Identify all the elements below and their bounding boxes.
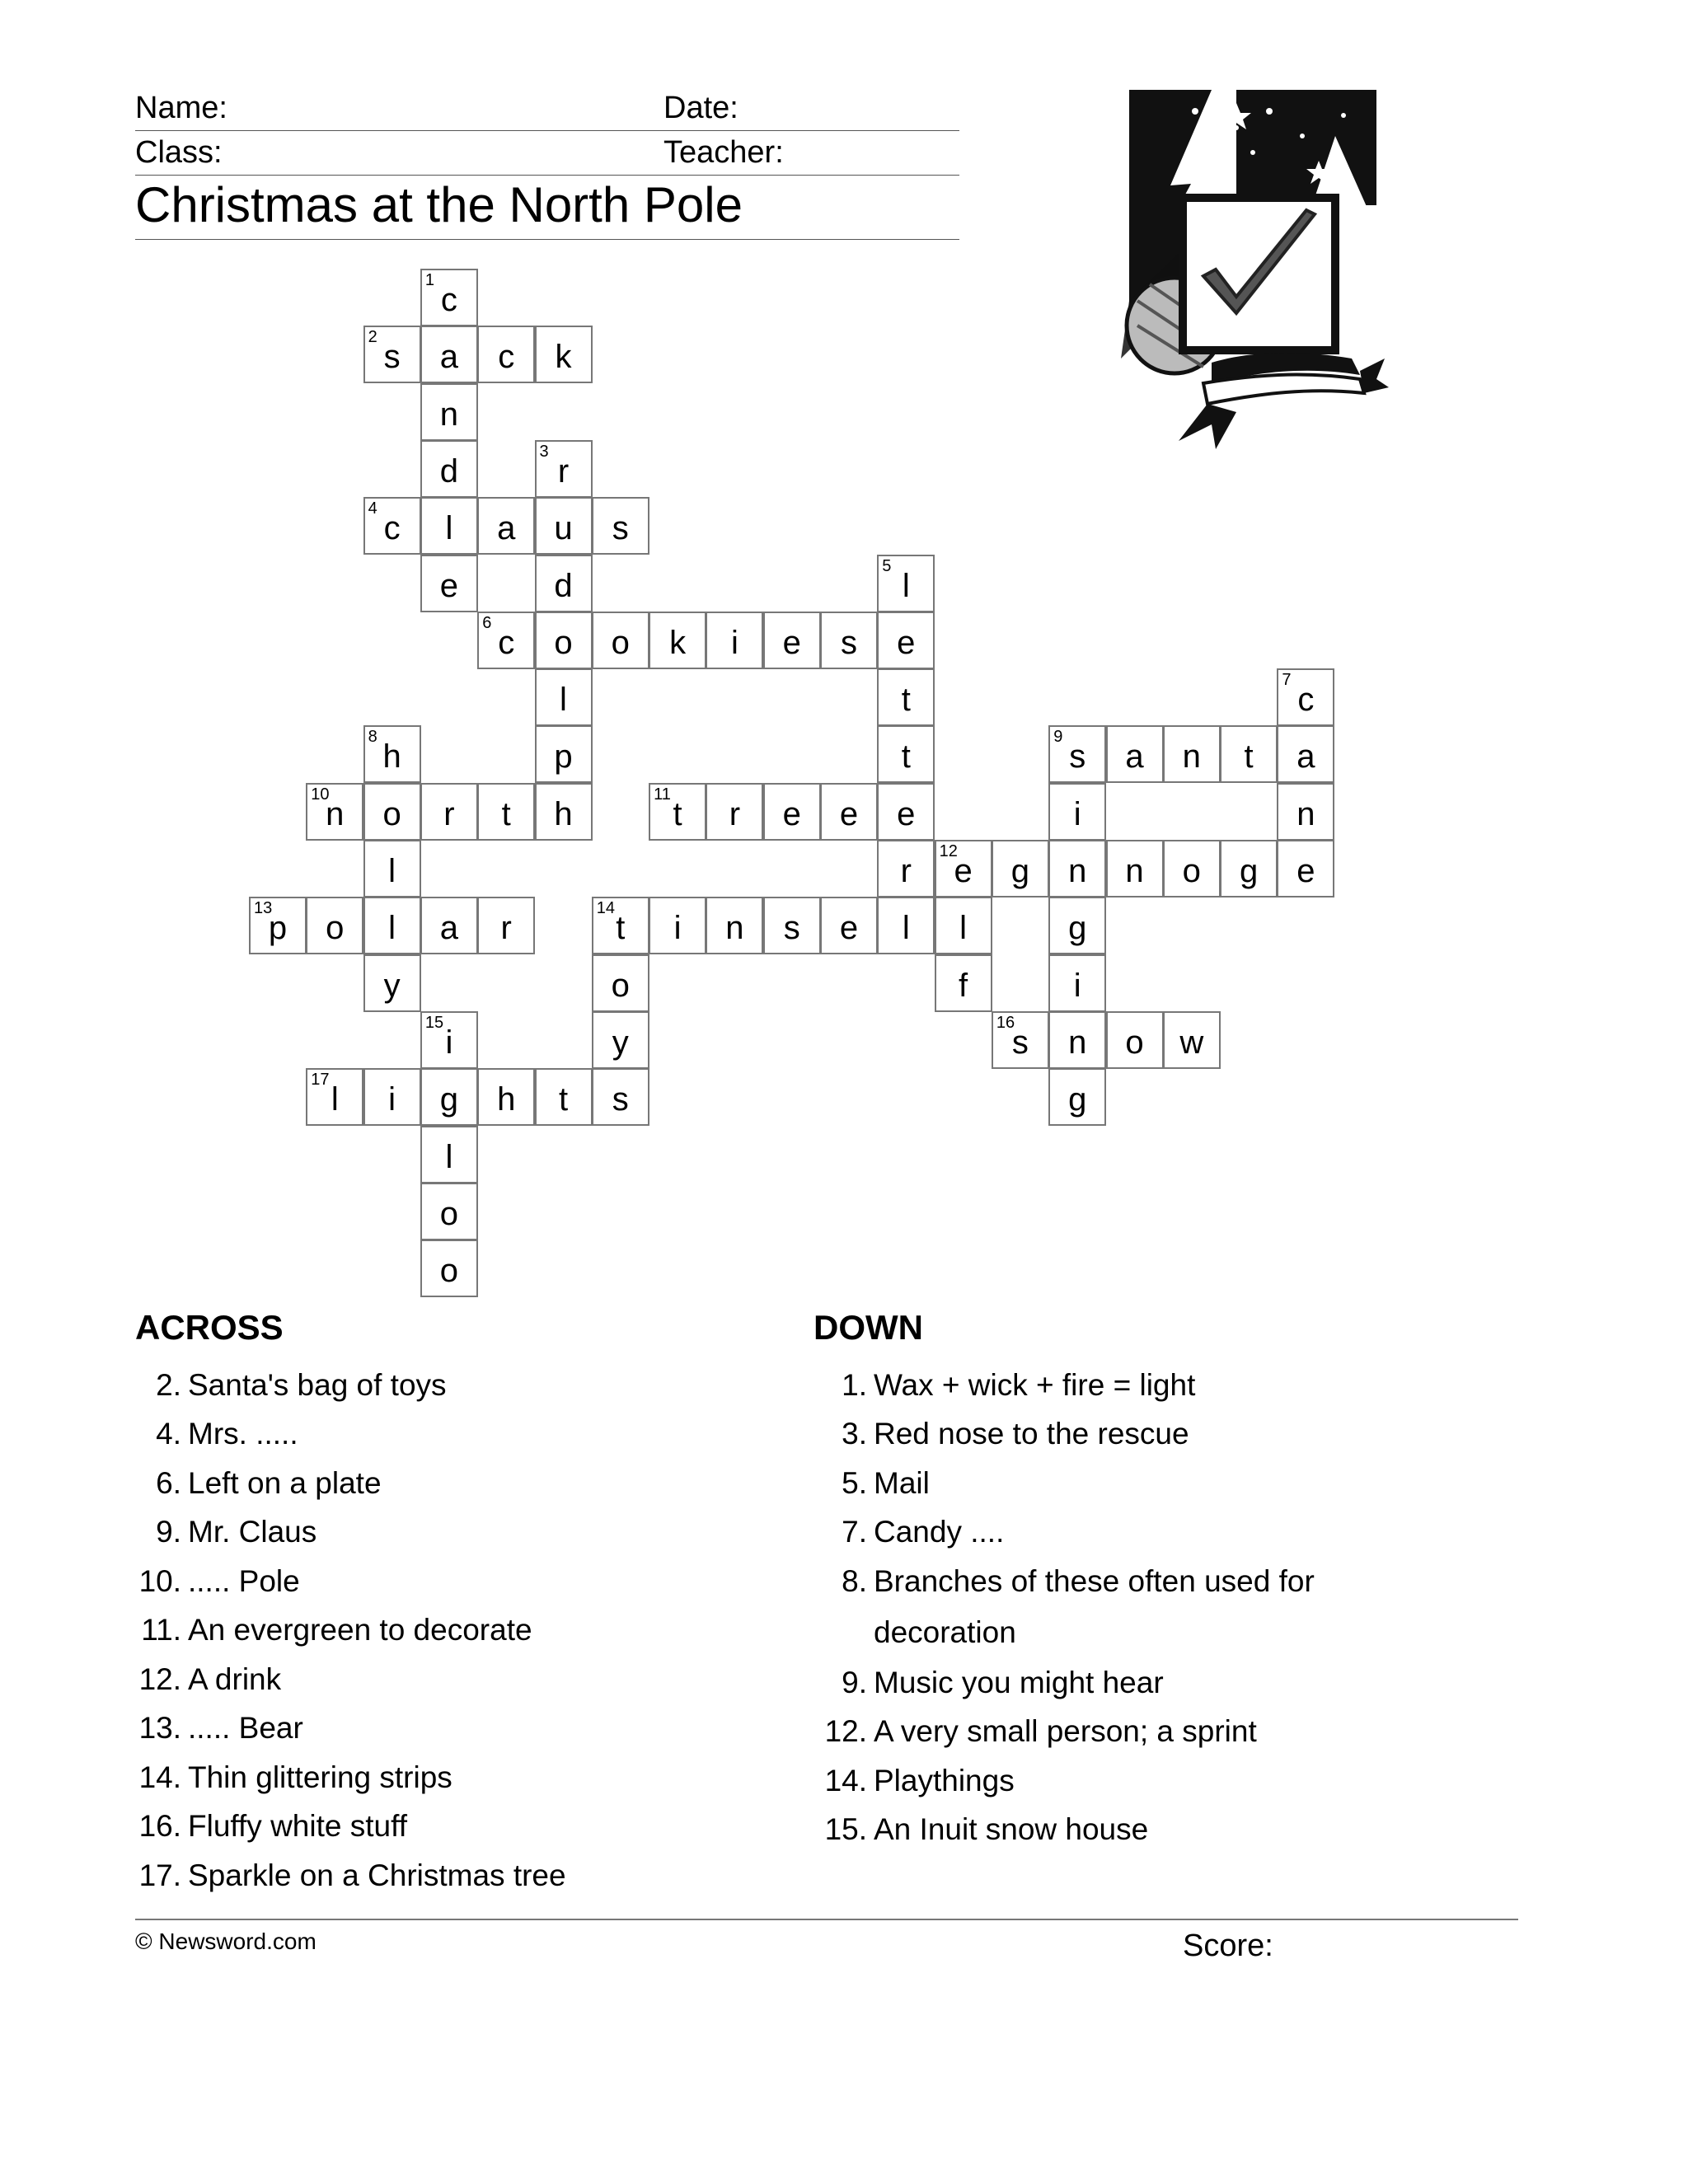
grid-cell-r11-c11[interactable]: [877, 897, 935, 954]
clue-down-3: 3. Red nose to the rescue: [842, 1417, 1189, 1451]
grid-cell-r6-c7[interactable]: [649, 612, 706, 669]
grid-cell-r2-c3[interactable]: [420, 383, 478, 441]
grid-cell-r4-c3[interactable]: [420, 497, 478, 555]
clue-down-7: 7. Candy ....: [842, 1515, 1005, 1549]
grid-cell-r5-c3[interactable]: [420, 555, 478, 612]
grid-cell-r11-c2[interactable]: [363, 897, 421, 954]
grid-cell-r14-c4[interactable]: [477, 1068, 535, 1126]
grid-cell-r9-c14[interactable]: [1048, 783, 1106, 841]
grid-cell-r4-c5[interactable]: [535, 497, 593, 555]
clue-number: 9: [1053, 728, 1063, 747]
cell-letter: g: [439, 1081, 459, 1118]
clue-across-12: 12. A drink: [138, 1662, 282, 1696]
grid-cell-r9-c4[interactable]: [477, 783, 535, 841]
cell-letter: i: [730, 624, 738, 661]
grid-cell-r11-c6[interactable]: [592, 897, 649, 954]
cell-letter: l: [331, 1081, 339, 1118]
clue-across-10: 10. ..... Pole: [138, 1564, 300, 1598]
grid-cell-r13-c16[interactable]: [1163, 1011, 1221, 1069]
cell-letter: d: [439, 452, 459, 490]
clue-number: 4: [368, 499, 377, 518]
cell-letter: n: [1296, 795, 1315, 832]
grid-cell-r13-c3[interactable]: [420, 1011, 478, 1069]
grid-cell-r10-c16[interactable]: [1163, 840, 1221, 898]
footer-divider: [135, 1919, 1518, 1920]
grid-cell-r10-c2[interactable]: [363, 840, 421, 898]
grid-cell-r9-c18[interactable]: [1277, 783, 1334, 841]
clue-across-14: 14. Thin glittering strips: [138, 1760, 452, 1794]
grid-cell-r10-c17[interactable]: [1220, 840, 1278, 898]
grid-cell-r6-c9[interactable]: [763, 612, 821, 669]
grid-cell-r14-c3[interactable]: [420, 1068, 478, 1126]
clue-across-2: 2. Santa's bag of toys: [156, 1368, 447, 1402]
cell-letter: h: [497, 1081, 516, 1118]
cell-letter: e: [782, 624, 801, 661]
cell-letter: h: [554, 795, 573, 832]
clue-number: 13: [254, 899, 273, 918]
cell-letter: n: [326, 795, 345, 832]
grid-cell-r9-c8[interactable]: [706, 783, 763, 841]
grid-cell-r13-c15[interactable]: [1106, 1011, 1164, 1069]
grid-cell-r10-c18[interactable]: [1277, 840, 1334, 898]
cell-letter: l: [902, 910, 910, 947]
cell-letter: g: [1068, 910, 1087, 947]
grid-cell-r16-c3[interactable]: [420, 1183, 478, 1240]
cell-letter: e: [439, 567, 459, 604]
copyright-text: © Newsword.com: [135, 1929, 316, 1954]
cell-letter: e: [897, 624, 916, 661]
grid-cell-r6-c8[interactable]: [706, 612, 763, 669]
grid-cell-r12-c6[interactable]: [592, 954, 649, 1012]
grid-cell-r4-c2[interactable]: [363, 497, 421, 555]
clue-down-12: 12. A very small person; a sprint: [824, 1714, 1257, 1748]
cell-letter: e: [839, 795, 859, 832]
cell-letter: s: [612, 1081, 629, 1118]
clue-down-1: 1. Wax + wick + fire = light: [842, 1368, 1196, 1402]
clue-number: 3: [539, 442, 549, 461]
grid-cell-r10-c14[interactable]: [1048, 840, 1106, 898]
grid-cell-r4-c6[interactable]: [592, 497, 649, 555]
grid-cell-r13-c13[interactable]: [992, 1011, 1049, 1069]
across-heading: ACROSS: [135, 1308, 284, 1347]
cell-letter: c: [498, 624, 515, 661]
grid-cell-r6-c6[interactable]: [592, 612, 649, 669]
grid-cell-r9-c11[interactable]: [877, 783, 935, 841]
cell-letter: e: [839, 910, 859, 947]
clue-across-9: 9. Mr. Claus: [156, 1515, 317, 1549]
cell-letter: t: [501, 795, 511, 832]
cell-letter: f: [959, 967, 968, 1004]
cell-letter: k: [555, 339, 572, 376]
grid-cell-r12-c2[interactable]: [363, 954, 421, 1012]
grid-cell-r12-c12[interactable]: [935, 954, 992, 1012]
grid-cell-r14-c6[interactable]: [592, 1068, 649, 1126]
grid-cell-r9-c10[interactable]: [820, 783, 878, 841]
clue-across-13: 13. ..... Bear: [138, 1711, 303, 1745]
cell-letter: s: [383, 339, 401, 376]
cell-letter: o: [326, 910, 345, 947]
grid-cell-r14-c2[interactable]: [363, 1068, 421, 1126]
cell-letter: i: [445, 1024, 453, 1061]
cell-letter: a: [497, 510, 516, 547]
clue-down-5: 5. Mail: [842, 1466, 930, 1500]
cell-letter: n: [439, 396, 459, 433]
grid-cell-r7-c11[interactable]: [877, 668, 935, 726]
cell-letter: r: [500, 910, 512, 947]
cell-letter: e: [897, 795, 916, 832]
cell-letter: p: [554, 738, 573, 776]
grid-cell-r8-c16[interactable]: [1163, 725, 1221, 783]
cell-letter: p: [268, 910, 288, 947]
grid-cell-r8-c18[interactable]: [1277, 725, 1334, 783]
cell-letter: c: [1297, 682, 1315, 719]
clue-number: 8: [368, 728, 377, 747]
grid-cell-r9-c2[interactable]: [363, 783, 421, 841]
cell-letter: s: [841, 624, 857, 661]
grid-cell-r9-c9[interactable]: [763, 783, 821, 841]
grid-cell-r11-c1[interactable]: [306, 897, 363, 954]
grid-cell-r6-c11[interactable]: [877, 612, 935, 669]
grid-cell-r8-c15[interactable]: [1106, 725, 1164, 783]
grid-cell-r11-c12[interactable]: [935, 897, 992, 954]
down-heading: DOWN: [814, 1308, 923, 1347]
grid-cell-r9-c7[interactable]: [649, 783, 706, 841]
clue-number: 7: [1282, 671, 1292, 690]
cell-letter: l: [445, 510, 453, 547]
class-label: Class:: [135, 135, 223, 170]
cell-letter: y: [612, 1024, 629, 1061]
clue-number: 15: [424, 1013, 444, 1032]
grid-cell-r11-c4[interactable]: [477, 897, 535, 954]
grid-cell-r15-c3[interactable]: [420, 1126, 478, 1183]
score-label: Score:: [1183, 1929, 1273, 1963]
cell-letter: i: [1073, 967, 1081, 1004]
cell-letter: l: [388, 853, 396, 889]
clue-down-8: 8. Branches of these often used for decoration: [842, 1564, 1315, 1649]
clue-number: 14: [596, 899, 616, 918]
grid-cell-r10-c13[interactable]: [992, 840, 1049, 898]
grid-cell-r1-c4[interactable]: [477, 326, 535, 383]
grid-cell-r5-c11[interactable]: [877, 555, 935, 612]
grid-cell-r3-c5[interactable]: [535, 440, 593, 498]
cell-letter: e: [782, 795, 801, 832]
grid-cell-r11-c3[interactable]: [420, 897, 478, 954]
cell-letter: c: [383, 510, 401, 547]
page-title: Christmas at the North Pole: [135, 177, 743, 232]
cell-letter: o: [439, 1195, 459, 1232]
cell-letter: t: [901, 738, 911, 776]
cell-letter: t: [616, 910, 626, 947]
clue-number: 16: [996, 1013, 1015, 1032]
cell-letter: s: [612, 510, 629, 547]
grid-cell-r7-c5[interactable]: [535, 668, 593, 726]
cell-letter: o: [611, 624, 630, 661]
cell-letter: t: [1244, 738, 1254, 776]
cell-letter: r: [729, 795, 741, 832]
grid-cell-r4-c4[interactable]: [477, 497, 535, 555]
name-label: Name:: [135, 91, 227, 125]
cell-letter: a: [439, 339, 459, 376]
clue-across-4: 4. Mrs. .....: [156, 1417, 298, 1451]
clue-across-6: 6. Left on a plate: [156, 1466, 382, 1500]
grid-cell-r8-c2[interactable]: [363, 725, 421, 783]
clue-number: 6: [482, 613, 492, 632]
grid-cell-r17-c3[interactable]: [420, 1240, 478, 1297]
clue-number: 1: [424, 271, 435, 289]
clue-number: 12: [939, 842, 958, 860]
date-label: Date:: [663, 91, 738, 125]
grid-cell-r11-c8[interactable]: [706, 897, 763, 954]
cell-letter: o: [382, 795, 401, 832]
cell-letter: i: [388, 1081, 396, 1118]
clue-number: 17: [311, 1071, 330, 1090]
cell-letter: l: [388, 910, 396, 947]
clue-number: 2: [368, 328, 377, 347]
grid-cell-r10-c15[interactable]: [1106, 840, 1164, 898]
grid-cell-r0-c3[interactable]: [420, 269, 478, 326]
clue-down-14: 14. Playthings: [824, 1764, 1015, 1797]
cell-letter: h: [382, 738, 401, 776]
cell-letter: o: [1182, 853, 1201, 889]
cell-letter: n: [1068, 853, 1087, 889]
cell-letter: o: [554, 624, 573, 661]
grid-cell-r11-c10[interactable]: [820, 897, 878, 954]
cell-letter: l: [445, 1138, 453, 1175]
grid-cell-r1-c3[interactable]: [420, 326, 478, 383]
grid-cell-r12-c14[interactable]: [1048, 954, 1106, 1012]
cell-letter: a: [1125, 738, 1144, 776]
cell-letter: l: [959, 910, 968, 947]
cell-letter: e: [954, 853, 973, 889]
cell-letter: n: [1125, 853, 1144, 889]
cell-letter: g: [1239, 853, 1259, 889]
cell-letter: c: [440, 282, 457, 318]
grid-cell-r8-c14[interactable]: [1048, 725, 1106, 783]
grid-cell-r14-c14[interactable]: [1048, 1068, 1106, 1126]
grid-cell-r11-c9[interactable]: [763, 897, 821, 954]
grid-cell-r11-c0[interactable]: [249, 897, 307, 954]
cell-letter: n: [1068, 1024, 1087, 1061]
cell-letter: n: [1182, 738, 1201, 776]
grid-cell-r8-c17[interactable]: [1220, 725, 1278, 783]
cell-letter: i: [1073, 795, 1081, 832]
grid-cell-r1-c5[interactable]: [535, 326, 593, 383]
cell-letter: t: [901, 682, 911, 719]
cell-letter: n: [725, 910, 744, 947]
cell-letter: t: [673, 795, 682, 832]
grid-cell-r5-c5[interactable]: [535, 555, 593, 612]
grid-cell-r14-c1[interactable]: [306, 1068, 363, 1126]
cell-letter: d: [554, 567, 573, 604]
grid-cell-r13-c14[interactable]: [1048, 1011, 1106, 1069]
clue-number: 5: [882, 556, 892, 575]
cell-letter: e: [1296, 853, 1315, 889]
clue-number: 11: [654, 785, 671, 804]
grid-cell-r11-c14[interactable]: [1048, 897, 1106, 954]
teacher-label: Teacher:: [663, 135, 784, 170]
cell-letter: r: [900, 853, 912, 889]
grid-cell-r14-c5[interactable]: [535, 1068, 593, 1126]
grid-cell-r6-c4[interactable]: [477, 612, 535, 669]
clue-across-16: 16. Fluffy white stuff: [138, 1809, 407, 1843]
clue-down-15: 15. An Inuit snow house: [824, 1812, 1149, 1846]
grid-cell-r13-c6[interactable]: [592, 1011, 649, 1069]
cell-letter: i: [673, 910, 682, 947]
cell-letter: o: [611, 967, 630, 1004]
cell-letter: l: [902, 567, 910, 604]
cell-letter: k: [669, 624, 687, 661]
grid-cell-r3-c3[interactable]: [420, 440, 478, 498]
cell-letter: g: [1010, 853, 1030, 889]
cell-letter: s: [783, 910, 800, 947]
cell-letter: a: [1296, 738, 1315, 776]
cell-letter: a: [439, 910, 459, 947]
grid-cell-r9-c3[interactable]: [420, 783, 478, 841]
grid-cell-r7-c18[interactable]: [1277, 668, 1334, 726]
cell-letter: t: [558, 1081, 569, 1118]
clue-down-9: 9. Music you might hear: [842, 1666, 1164, 1699]
grid-cell-r1-c2[interactable]: [363, 326, 421, 383]
grid-cell-r10-c11[interactable]: [877, 840, 935, 898]
grid-cell-r8-c11[interactable]: [877, 725, 935, 783]
cell-letter: g: [1068, 1081, 1087, 1118]
grid-cell-r6-c10[interactable]: [820, 612, 878, 669]
cell-letter: c: [498, 339, 515, 376]
grid-cell-r9-c1[interactable]: [306, 783, 363, 841]
cell-letter: r: [443, 795, 455, 832]
cell-letter: o: [1125, 1024, 1144, 1061]
clue-across-17: 17. Sparkle on a Christmas tree: [138, 1858, 566, 1892]
clue-across-11: 11. An evergreen to decorate: [141, 1613, 532, 1647]
grid-cell-r10-c12[interactable]: [935, 840, 992, 898]
cell-letter: r: [557, 452, 570, 490]
cell-letter: w: [1179, 1024, 1204, 1061]
grid-cell-r6-c5[interactable]: [535, 612, 593, 669]
cell-letter: y: [383, 967, 401, 1004]
cell-letter: s: [1011, 1024, 1029, 1061]
grid-cell-r9-c5[interactable]: [535, 783, 593, 841]
cell-letter: o: [439, 1253, 459, 1290]
cell-letter: l: [560, 682, 567, 719]
grid-cell-r11-c7[interactable]: [649, 897, 706, 954]
cell-letter: s: [1069, 738, 1086, 776]
grid-cell-r8-c5[interactable]: [535, 725, 593, 783]
clue-number: 10: [311, 785, 330, 804]
cell-letter: u: [554, 510, 573, 547]
